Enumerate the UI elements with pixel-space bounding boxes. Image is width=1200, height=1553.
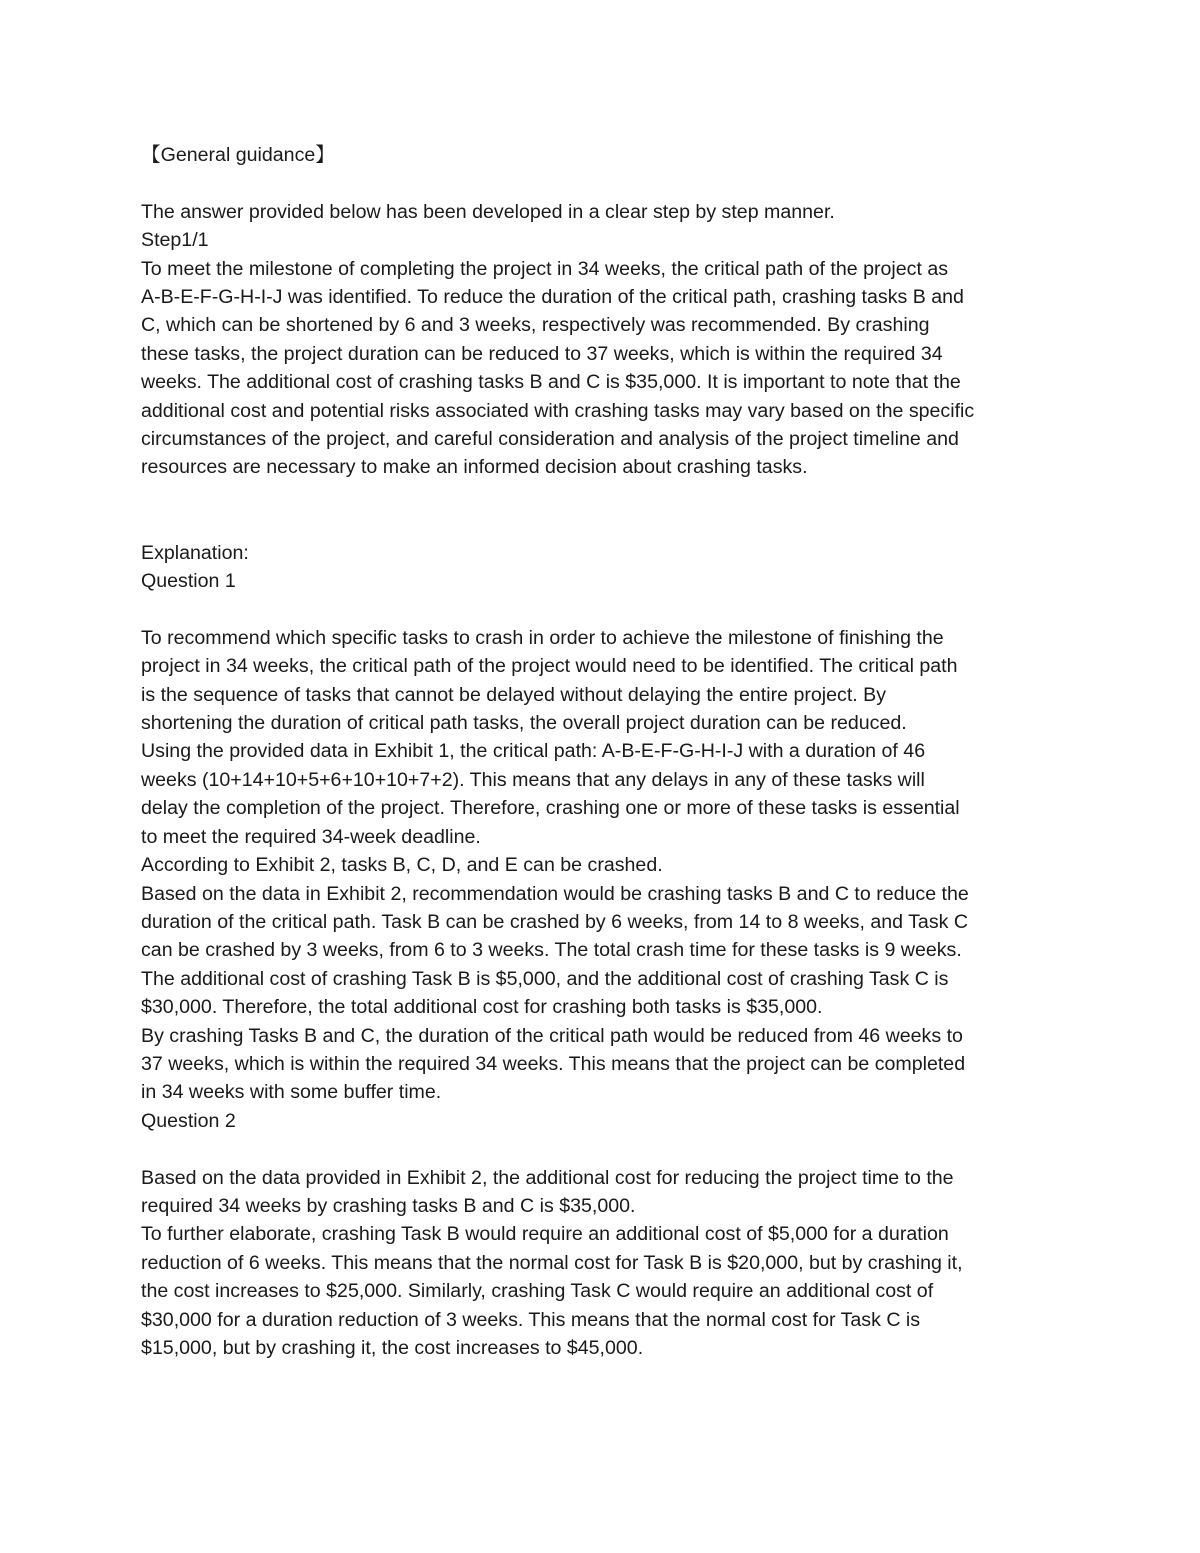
text-line: project in 34 weeks, the critical path of the project would need to be identified. The critical path: [141, 655, 958, 678]
text-line: To meet the milestone of completing the project in 34 weeks, the critical path of the project as: [141, 257, 949, 280]
question-1-paragraph: [141, 624, 1081, 1107]
document-page: [141, 141, 1081, 1362]
question-1-label: Question 1: [141, 570, 236, 593]
explanation-label: Explanation:: [141, 541, 249, 564]
text-line: By crashing Tasks B and C, the duration of the critical path would be reduced from 46 weeks to: [141, 1024, 963, 1047]
text-line: C, which can be shortened by 6 and 3 weeks, respectively was recommended. By crashing: [141, 314, 930, 337]
intro-text: The answer provided below has been developed in a clear step by step manner.: [141, 200, 835, 223]
text-line: is the sequence of tasks that cannot be delayed without delaying the entire project. By: [141, 683, 887, 706]
text-line: weeks (10+14+10+5+6+10+10+7+2). This means that any delays in any of these tasks will: [141, 768, 925, 791]
text-line: A-B-E-F-G-H-I-J was identified. To reduce the duration of the critical path, crashing tasks B and: [141, 286, 964, 309]
text-line: required 34 weeks by crashing tasks B and C is $35,000.: [141, 1194, 636, 1217]
text-line: $15,000, but by crashing it, the cost increases to $45,000.: [141, 1337, 644, 1359]
text-line: According to Exhibit 2, tasks B, C, D, and E can be crashed.: [141, 854, 663, 877]
text-line: To further elaborate, crashing Task B would require an additional cost of $5,000 for a duration: [141, 1223, 949, 1246]
text-line: Based on the data provided in Exhibit 2, the additional cost for reducing the project time to the: [141, 1166, 954, 1189]
text-line: Using the provided data in Exhibit 1, the critical path: A-B-E-F-G-H-I-J with a duration of 46: [141, 740, 926, 763]
text-line: shortening the duration of critical path tasks, the overall project duration can be reduced.: [141, 712, 907, 735]
text-line: to meet the required 34-week deadline.: [141, 825, 481, 848]
text-line: $30,000. Therefore, the total additional cost for crashing both tasks is $35,000.: [141, 996, 823, 1019]
general-guidance-heading: 【General guidance】: [141, 144, 335, 166]
text-line: resources are necessary to make an informed decision about crashing tasks.: [141, 456, 808, 479]
text-line: in 34 weeks with some buffer time.: [141, 1081, 442, 1104]
text-line: the cost increases to $25,000. Similarly, crashing Task C would require an additional cost of: [141, 1280, 934, 1303]
step-label: Step1/1: [141, 229, 209, 252]
text-line: reduction of 6 weeks. This means that the normal cost for Task B is $20,000, but by crashing it,: [141, 1251, 963, 1274]
text-line: $30,000 for a duration reduction of 3 weeks. This means that the normal cost for Task C is: [141, 1308, 921, 1331]
text-line: duration of the critical path. Task B can be crashed by 6 weeks, from 14 to 8 weeks, and Task C: [141, 910, 969, 933]
question-2-paragraph: [141, 1164, 1081, 1363]
text-line: To recommend which specific tasks to crash in order to achieve the milestone of finishing the: [141, 626, 944, 649]
text-line: The additional cost of crashing Task B is $5,000, and the additional cost of crashing Task C is: [141, 967, 949, 990]
text-line: can be crashed by 3 weeks, from 6 to 3 weeks. The total crash time for these tasks is 9 weeks.: [141, 939, 962, 962]
text-line: 37 weeks, which is within the required 34 weeks. This means that the project can be completed: [141, 1052, 966, 1075]
text-line: circumstances of the project, and careful consideration and analysis of the project timeline and: [141, 428, 959, 451]
text-line: weeks. The additional cost of crashing tasks B and C is $35,000. It is important to note that the: [141, 371, 961, 394]
text-line: these tasks, the project duration can be reduced to 37 weeks, which is within the required 34: [141, 342, 943, 365]
step-paragraph: [141, 255, 1081, 482]
text-line: delay the completion of the project. Therefore, crashing one or more of these tasks is essential: [141, 797, 960, 820]
text-line: Based on the data in Exhibit 2, recommendation would be crashing tasks B and C to reduce the: [141, 882, 969, 905]
text-line: additional cost and potential risks associated with crashing tasks may vary based on the specific: [141, 399, 975, 422]
question-2-label: Question 2: [141, 1109, 236, 1132]
